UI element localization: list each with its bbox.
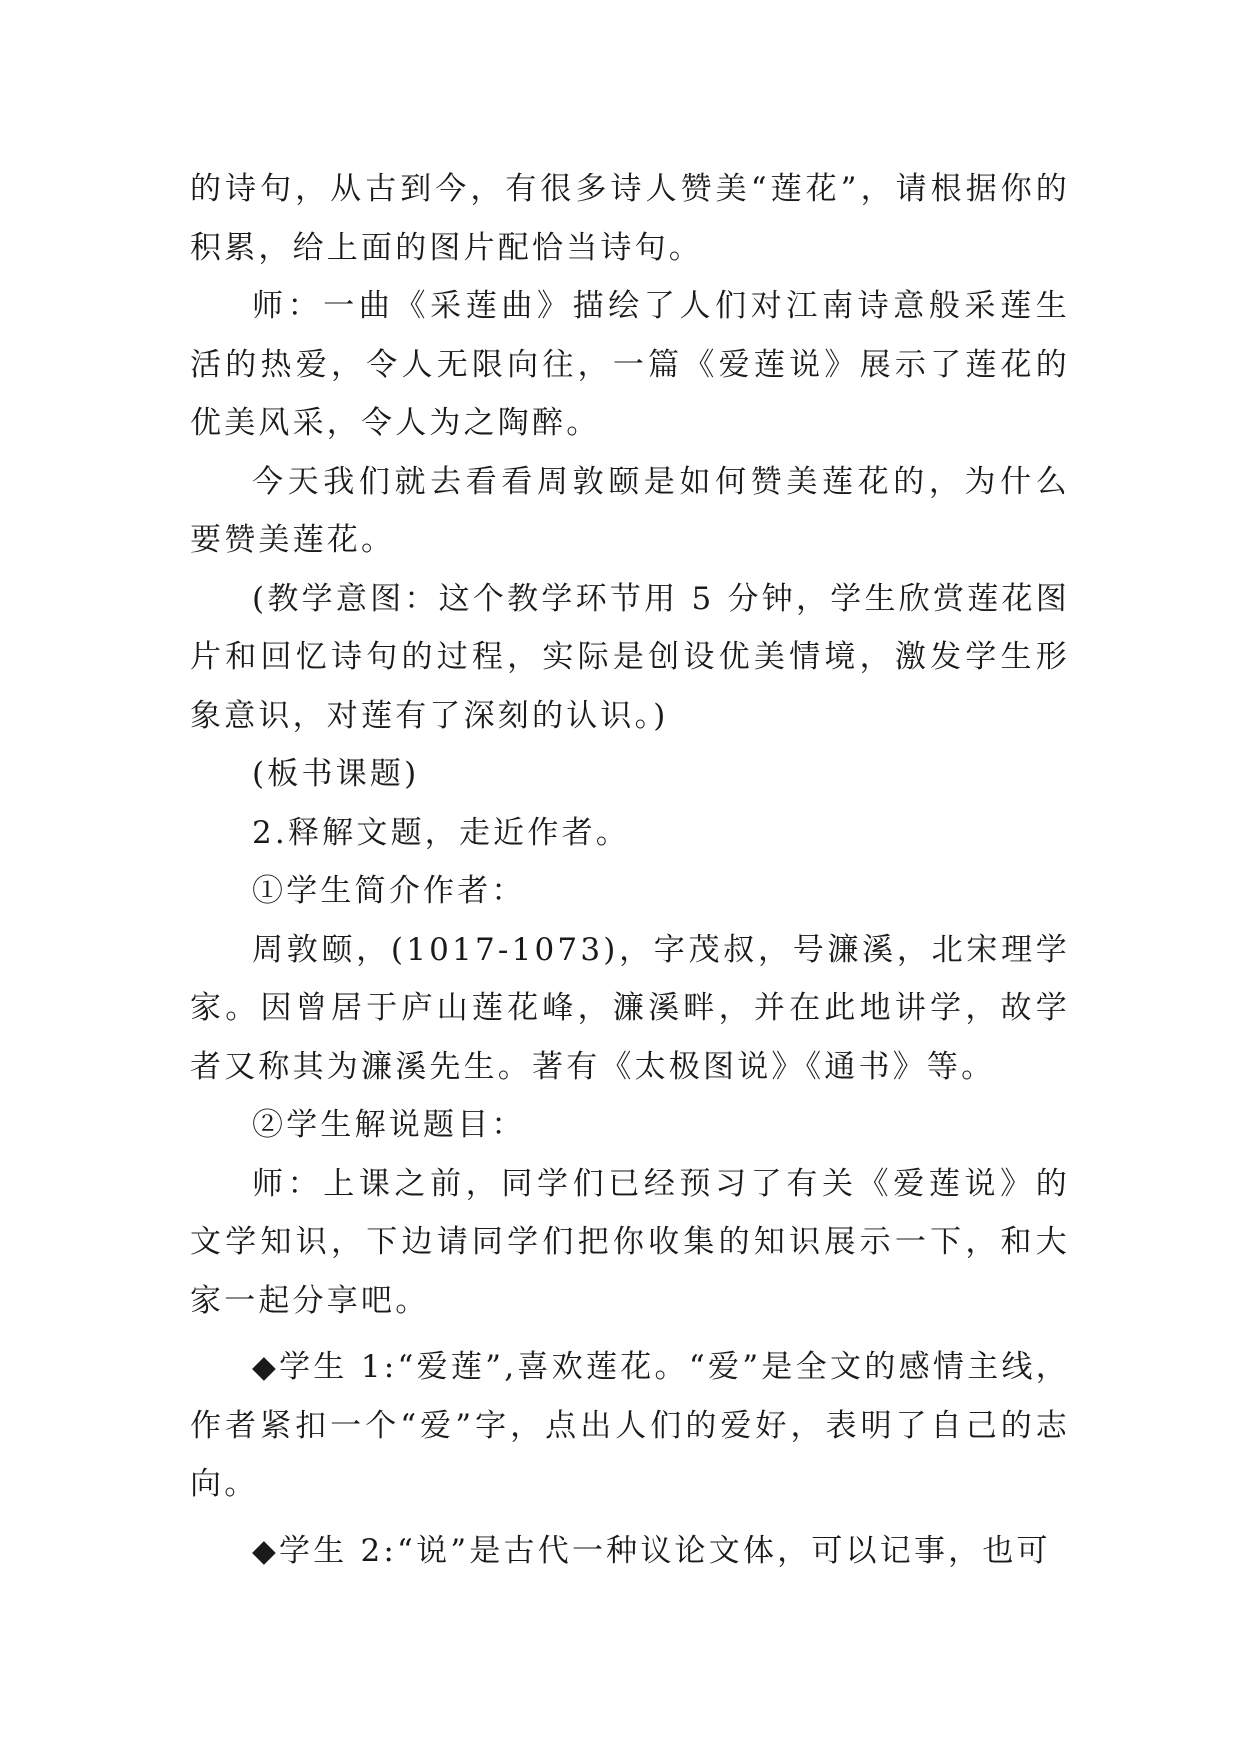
- paragraph-author-bio: 周敦颐，(1017-1073)，字茂叔，号濂溪，北宋理学家。因曾居于庐山莲花峰，濂溪畔，并在此地讲学，故学者又称其为濂溪先生。著有《太极图说》《通书》等。: [190, 931, 1070, 1085]
- paragraph-student-1: ◆学生 1:“爱莲”,喜欢莲花。“爱”是全文的感情主线，作者紧扣一个“爱”字，点出人们的爱好，表明了自己的志向。: [190, 1349, 1070, 1502]
- paragraph-teacher-preview: 师：上课之前，同学们已经预习了有关《爱莲说》的文学知识，下边请同学们把你收集的知识展示一下，和大家一起分享吧。: [190, 1165, 1070, 1319]
- paragraph-author-intro-heading: ①学生简介作者：: [252, 873, 526, 909]
- paragraph-teacher-intro: 师：一曲《采莲曲》描绘了人们对江南诗意般采莲生活的热爱，令人无限向往，一篇《爱莲说》展示了莲花的优美风采，令人为之陶醉。: [190, 288, 1070, 441]
- paragraph-teaching-intent: (教学意图：这个教学环节用 5 分钟，学生欣赏莲花图片和回忆诗句的过程，实际是创设优美情境，激发学生形象意识，对莲有了深刻的认识。): [190, 580, 1070, 734]
- document-body: [190, 160, 1070, 1580]
- paragraph-today: 今天我们就去看看周敦颐是如何赞美莲花的，为什么要赞美莲花。: [190, 463, 1070, 558]
- paragraph-section-2: 2.释解文题，走近作者。: [252, 814, 630, 851]
- paragraph-poem-prompt: 的诗句，从古到今，有很多诗人赞美“莲花”，请根据你的积累，给上面的图片配恰当诗句。: [190, 171, 1070, 266]
- paragraph-title-explain-heading: ②学生解说题目：: [252, 1107, 526, 1143]
- paragraph-student-2: ◆学生 2:“说”是古代一种议论文体，可以记事，也可: [252, 1532, 1051, 1569]
- paragraph-board-title: (板书课题): [252, 756, 420, 792]
